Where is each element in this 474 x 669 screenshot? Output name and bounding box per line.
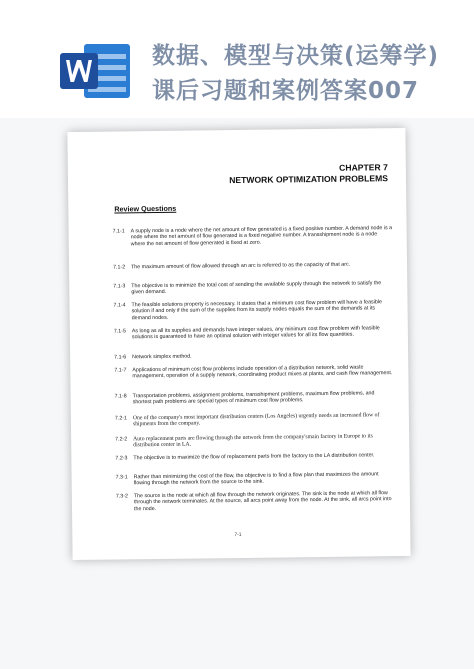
list-item xyxy=(114,351,394,361)
list-item xyxy=(115,452,395,462)
section-heading: Review Questions xyxy=(114,203,177,214)
question-number: 7.1-4 xyxy=(113,302,126,309)
word-icon xyxy=(60,40,134,102)
chapter-heading xyxy=(229,162,388,186)
document-page xyxy=(67,128,410,560)
question-answer: The source is the node at which all flow through the network originates. The sink is the node at which all flow through the network terminates. At the source, all arcs point away from the node. At the sink, all arcs point into the node. xyxy=(133,490,392,513)
question-answer: Applications of minimum cost flow problems include operation of a distribution network, solid waste management, operation of a supply network, coordinating product mixes at plants, and cash flow management. xyxy=(132,364,393,380)
question-number: 7.1-3 xyxy=(113,283,126,290)
question-number: 7.2-1 xyxy=(114,415,128,422)
question-number: 7.1-1 xyxy=(112,228,125,235)
question-answer: Transportation problems, assignment problems, transshipment problems, maximum flow problems, and shortest path problems are special types of minimum cost flow problems. xyxy=(132,390,375,406)
header-banner xyxy=(0,0,474,118)
question-answer: The objective is to maximize the flow of replacement parts from the factory to the LA distribution center. xyxy=(133,452,375,462)
question-answer: A supply node is a node where the net amount of flow generated is a fixed positive number. A demand node is a node where the net amount of flow generated is a fixed negative number. A transshipment node is a node where the net amount of flow generated is fixed at zero. xyxy=(130,225,393,248)
question-number: 7.2-3 xyxy=(115,455,128,462)
page-number: 7-1 xyxy=(234,531,242,539)
question-answer: The feasible solutions property is necessary. It states that a minimum cost flow problem will have a feasible solution if and only if the sum of the supplies from its supply nodes equals the sum of the demands at its demand nodes. xyxy=(131,299,382,322)
question-answer: As long as all its supplies and demands have integer values, any minimum cost flow problem with feasible solutions is guaranteed to have an optimal solution with integer values for all its flow quantities. xyxy=(131,325,380,341)
question-answer: The objective is to minimize the total cost of sending the available supply through the network to satisfy the given demand. xyxy=(131,280,382,296)
question-answer: One of the company's most important distribution centers (Los Angeles) urgently needs an increased flow of shipments from the company. xyxy=(132,412,380,428)
question-answer: Rather than minimizing the cost of the flow, the objective is to find a flow plan that maximizes the amount flowing through the network from the source to the sink. xyxy=(133,471,379,487)
question-number: 7.1-7 xyxy=(114,367,127,374)
question-answer: The maximum amount of flow allowed through an arc is referred to as the capacity of that arc. xyxy=(131,261,351,271)
list-item xyxy=(113,225,393,248)
question-answer: Network simplex method. xyxy=(132,353,192,361)
question-number: 7.3-2 xyxy=(115,493,128,500)
list-item xyxy=(113,261,393,271)
list-item xyxy=(114,364,394,380)
chapter-number: CHAPTER 7 xyxy=(339,162,388,173)
list-item xyxy=(115,433,395,449)
list-item xyxy=(114,325,394,341)
list-item xyxy=(113,280,393,296)
question-answer: Auto replacement parts are flowing through the network from the company'smain factory in Europe to its distribution center in LA. xyxy=(133,433,373,449)
question-number: 7.1-8 xyxy=(114,393,127,400)
question-number: 7.1-2 xyxy=(113,264,126,271)
question-number: 7.1-5 xyxy=(113,328,126,335)
question-number: 7.2-2 xyxy=(115,436,128,443)
document-title-line2: 课后习题和案例答案007 xyxy=(152,78,420,104)
chapter-title: NETWORK OPTIMIZATION PROBLEMS xyxy=(229,173,389,186)
list-item xyxy=(115,412,395,428)
question-number: 7.3-1 xyxy=(115,474,128,481)
list-item xyxy=(113,299,393,322)
list-item xyxy=(116,490,396,513)
document-title-line1: 数据、模型与决策(运筹学) xyxy=(152,43,440,69)
question-number: 7.1-6 xyxy=(114,354,127,361)
list-item xyxy=(116,471,396,487)
list-item xyxy=(115,390,395,406)
